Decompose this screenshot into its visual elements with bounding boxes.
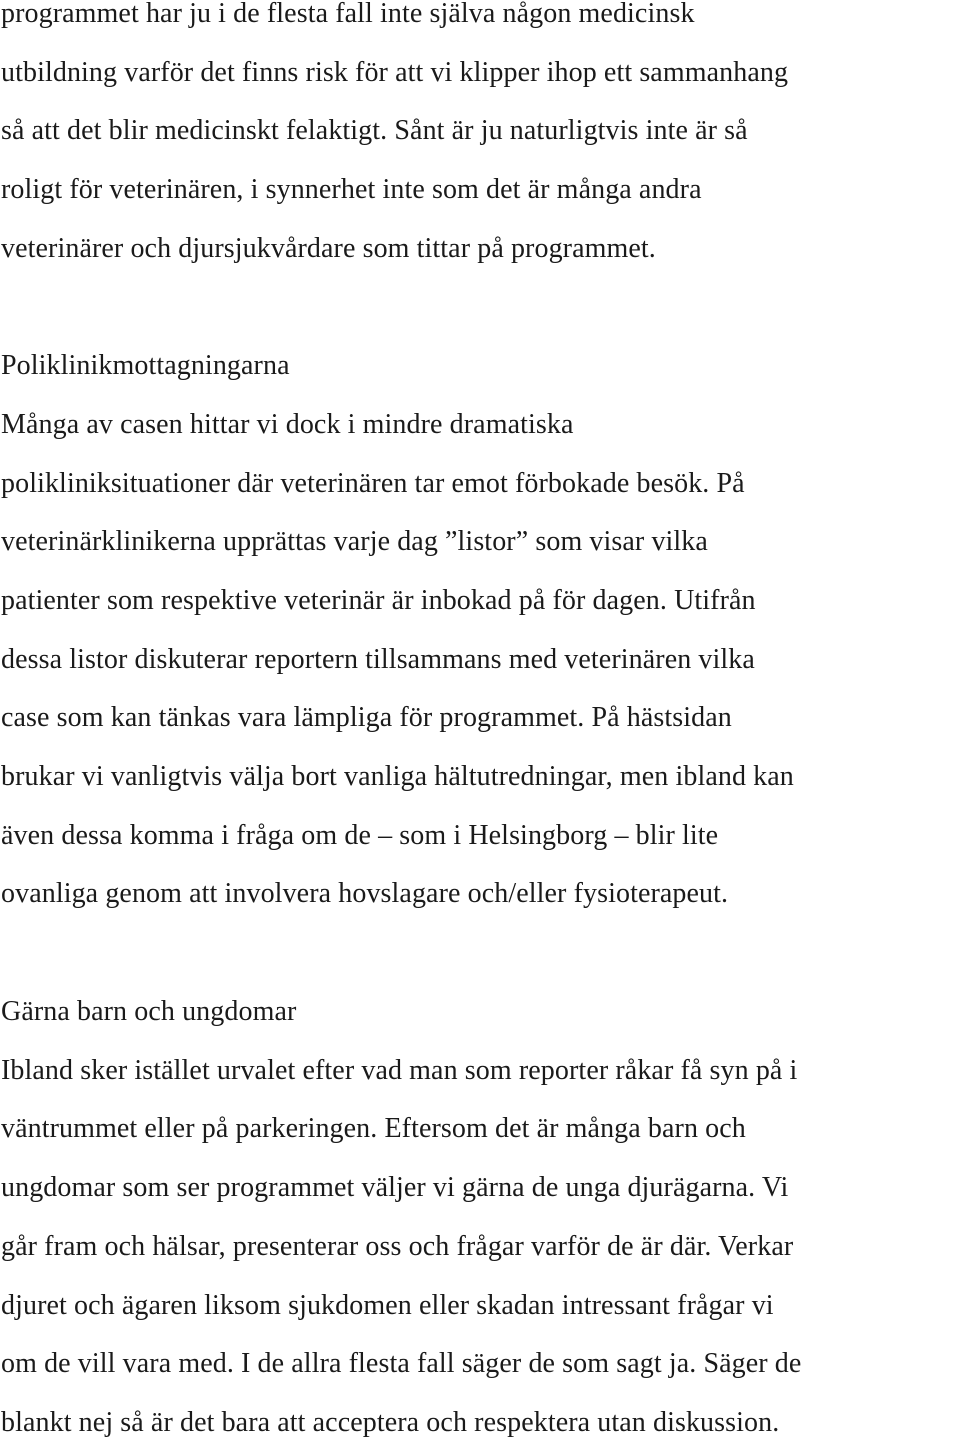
text-line: utbildning varför det finns risk för att vi klipper ihop ett sammanhang [1,57,789,88]
text-line: går fram och hälsar, presenterar oss och frågar varför de är där. Verkar [1,1231,794,1262]
text-line: case som kan tänkas vara lämpliga för programmet. På hästsidan [1,702,732,733]
section-heading-barn-ungdomar: Gärna barn och ungdomar [1,996,297,1027]
text-line: veterinärklinikerna upprättas varje dag ”listor” som visar vilka [1,526,708,557]
text-line: programmet har ju i de flesta fall inte själva någon medicinsk [1,0,695,29]
text-line: så att det blir medicinskt felaktigt. Sånt är ju naturligtvis inte är så [1,115,748,146]
text-line: djuret och ägaren liksom sjukdomen eller skadan intressant frågar vi [1,1290,774,1321]
text-line: brukar vi vanligtvis välja bort vanliga hältutredningar, men ibland kan [1,761,794,792]
text-line: patienter som respektive veterinär är inbokad på för dagen. Utifrån [1,585,756,616]
text-line: väntrummet eller på parkeringen. Eftersom det är många barn och [1,1113,746,1144]
text-line: ungdomar som ser programmet väljer vi gärna de unga djurägarna. Vi [1,1172,789,1203]
text-line: även dessa komma i fråga om de – som i Helsingborg – blir lite [1,820,719,851]
text-line: dessa listor diskuterar reportern tillsammans med veterinären vilka [1,644,755,675]
text-line: veterinärer och djursjukvårdare som tittar på programmet. [1,233,656,264]
text-line: roligt för veterinären, i synnerhet inte som det är många andra [1,174,702,205]
text-line: Många av casen hittar vi dock i mindre dramatiska [1,409,574,440]
text-line: ovanliga genom att involvera hovslagare och/eller fysioterapeut. [1,878,729,909]
section-heading-poliklinik: Poliklinikmottagningarna [1,350,290,381]
text-line: om de vill vara med. I de allra flesta fall säger de som sagt ja. Säger de [1,1348,802,1379]
text-line: polikliniksituationer där veterinären tar emot förbokade besök. På [1,468,745,499]
text-line: Ibland sker istället urvalet efter vad man som reporter råkar få syn på i [1,1055,798,1086]
text-line: blankt nej så är det bara att acceptera och respektera utan diskussion. [1,1407,780,1438]
